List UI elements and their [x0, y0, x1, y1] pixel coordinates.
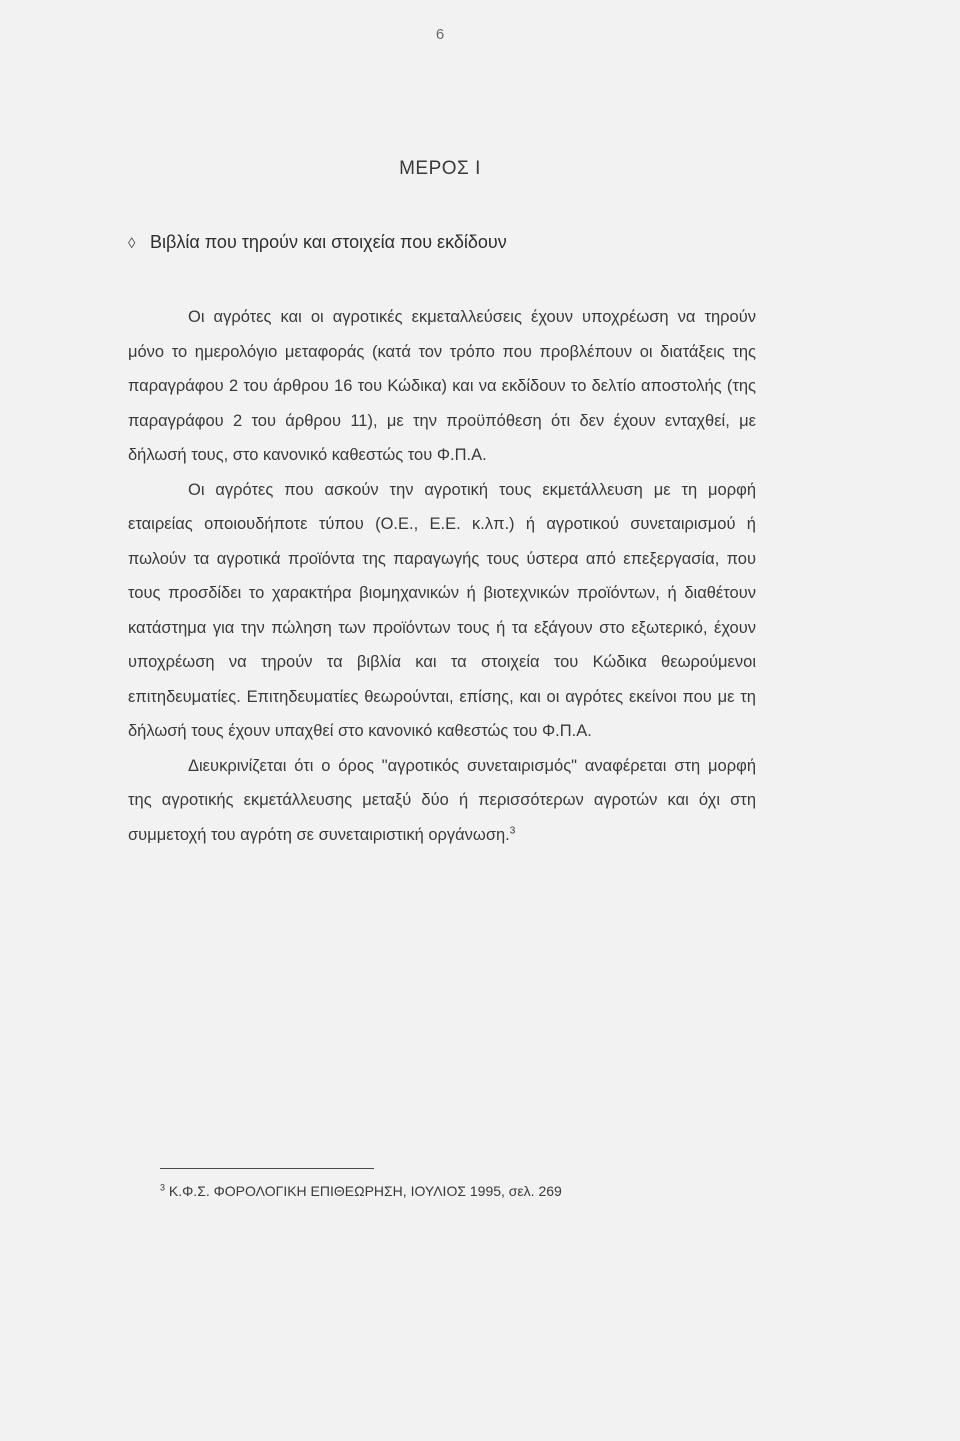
paragraph-2: Οι αγρότες που ασκούν την αγροτική τους εκμετάλλευση με τη μορφή εταιρείας οποιουδήποτε τύπου (Ο.Ε., Ε.Ε. κ.λπ.) ή αγροτικού συνεταιρισμού ή πωλούν τα αγροτικά προϊόντα της παραγωγής τους ύστερα από επεξεργασία, που τους προσδίδει το χαρακτήρα βιομηχανικών ή βιοτεχνικών προϊόντων, ή διαθέτουν κατάστημα για την πώληση των προϊόντων τους ή τα εξάγουν στο εξωτερικό, έχουν υποχρέωση να τηρούν τα βιβλία και τα στοιχεία του Κώδικα θεωρούμενοι επιτηδευματίες. Επιτηδευματίες θεωρούνται, επίσης, και οι αγρότες εκείνοι που με τη δήλωσή τους έχουν υπαχθεί στο κανονικό καθεστώς του Φ.Π.Α. — [128, 480, 756, 740]
body-text — [128, 300, 756, 852]
section-heading-text: Βιβλία που τηρούν και στοιχεία που εκδίδουν — [150, 232, 507, 252]
footnote-marker: 3 — [160, 1182, 166, 1193]
section-heading — [128, 232, 507, 253]
page-number: 6 — [435, 26, 445, 43]
paragraph-3-text: Διευκρινίζεται ότι ο όρος "αγροτικός συνεταιρισμός" αναφέρεται στη μορφή της αγροτικής εκμετάλλευσης μεταξύ δύο ή περισσότερων αγροτών και όχι στη συμμετοχή του αγρότη σε συνεταιριστική οργάνωση. — [128, 756, 756, 844]
paragraph-3 — [128, 749, 756, 853]
paragraph-1: Οι αγρότες και οι αγροτικές εκμεταλλεύσεις έχουν υποχρέωση να τηρούν μόνο το ημερολόγιο μεταφοράς (κατά τον τρόπο που προβλέπουν οι διατάξεις της παραγράφου 2 του άρθρου 16 του Κώδικα) και να εκδίδουν το δελτίο αποστολής (της παραγράφου 2 του άρθρου 11), με την προϋπόθεση ότι δεν έχουν ενταχθεί, με δήλωσή τους, στο κανονικό καθεστώς του Φ.Π.Α. — [128, 308, 756, 464]
footnote-divider — [160, 1168, 374, 1169]
footnote-text: Κ.Φ.Σ. ΦΟΡΟΛΟΓΙΚΗ ΕΠΙΘΕΩΡΗΣΗ, ΙΟΥΛΙΟΣ 1995, σελ. 269 — [168, 1183, 562, 1199]
footnote-reference: 3 — [509, 825, 516, 836]
diamond-bullet-icon: ◊ — [128, 235, 136, 252]
footnote — [160, 1183, 562, 1199]
part-title: ΜΕΡΟΣ Ι — [399, 158, 481, 179]
